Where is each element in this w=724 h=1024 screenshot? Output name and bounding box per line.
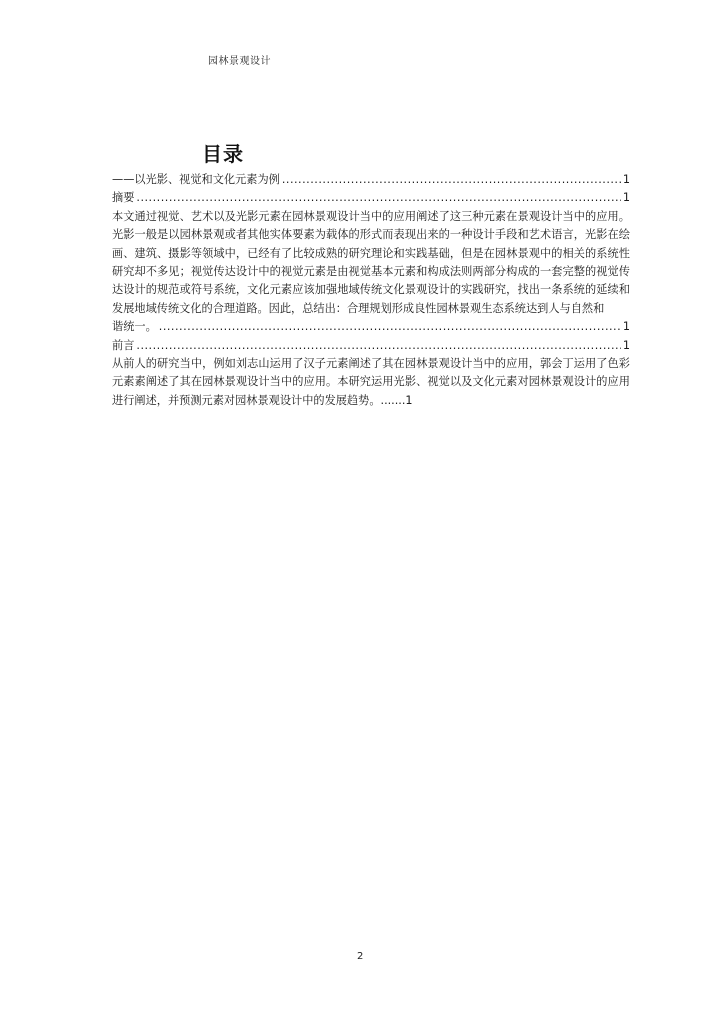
dot-leader (159, 318, 621, 336)
dot-leader (282, 171, 621, 189)
toc-entry-page: 1 (622, 338, 630, 352)
toc-entry-preface-body[interactable] (112, 355, 630, 410)
toc-entry-preface[interactable] (112, 337, 630, 355)
toc-entry-page: 1 (622, 173, 630, 186)
toc-entry-abstract-body[interactable] (112, 208, 630, 337)
running-header: 园林景观设计 (208, 56, 271, 67)
toc-entry-tail: 谐统一。 (112, 320, 157, 334)
toc-entry-text: 本文通过视觉、艺术以及光影元素在园林景观设计当中的应用阐述了这三种元素在景观设计当中的应用。光影一般是以园林景观或者其他实体要素为载体的形式而表现出来的一种设计手段和艺术语言，光影在绘画、建筑、摄影等领域中，已经有了比较成熟的研究理论和实践基础，但是在园林景观中的相关的系统性研究却不多见；视觉传达设计中的视觉元素是由视觉基本元素和构成法则两部分构成的一套完整的视觉传达设计的规范或符号系统，文化元素应该加强地域传统文化景观设计的实践研究，找出一条系统的延续和发展地域传统文化的合理道路。因此，总结出：合理规划形成良性园林景观生态系统达到人与自然和 (112, 209, 630, 315)
toc-entry-text: ——以光影、视觉和文化元素为例 (112, 173, 280, 186)
toc-title: 目录 (202, 142, 244, 166)
toc-entry-text: 从前人的研究当中，例如刘志山运用了汉子元素阐述了其在园林景观设计当中的应用，郭会丁运用了色彩元素素阐述了其在园林景观设计当中的应用。本研究运用光影、视觉以及文化元素对园林景观设计的应用进行阐述，并预测元素对园林景观设计中的发展趋势。 (112, 357, 630, 407)
table-of-contents (112, 171, 630, 410)
dot-leader (136, 337, 620, 355)
page-number: 2 (357, 951, 364, 962)
toc-entry-abstract[interactable] (112, 189, 630, 207)
toc-entry-page: 1 (405, 393, 413, 407)
dot-leader (136, 189, 620, 207)
toc-entry-page: 1 (622, 191, 630, 205)
toc-entry-subtitle[interactable] (112, 171, 630, 189)
toc-entry-text: 前言 (112, 338, 135, 352)
toc-entry-page: 1 (622, 320, 630, 334)
toc-entry-tail: ....... (380, 393, 406, 407)
toc-entry-text: 摘要 (112, 191, 135, 205)
